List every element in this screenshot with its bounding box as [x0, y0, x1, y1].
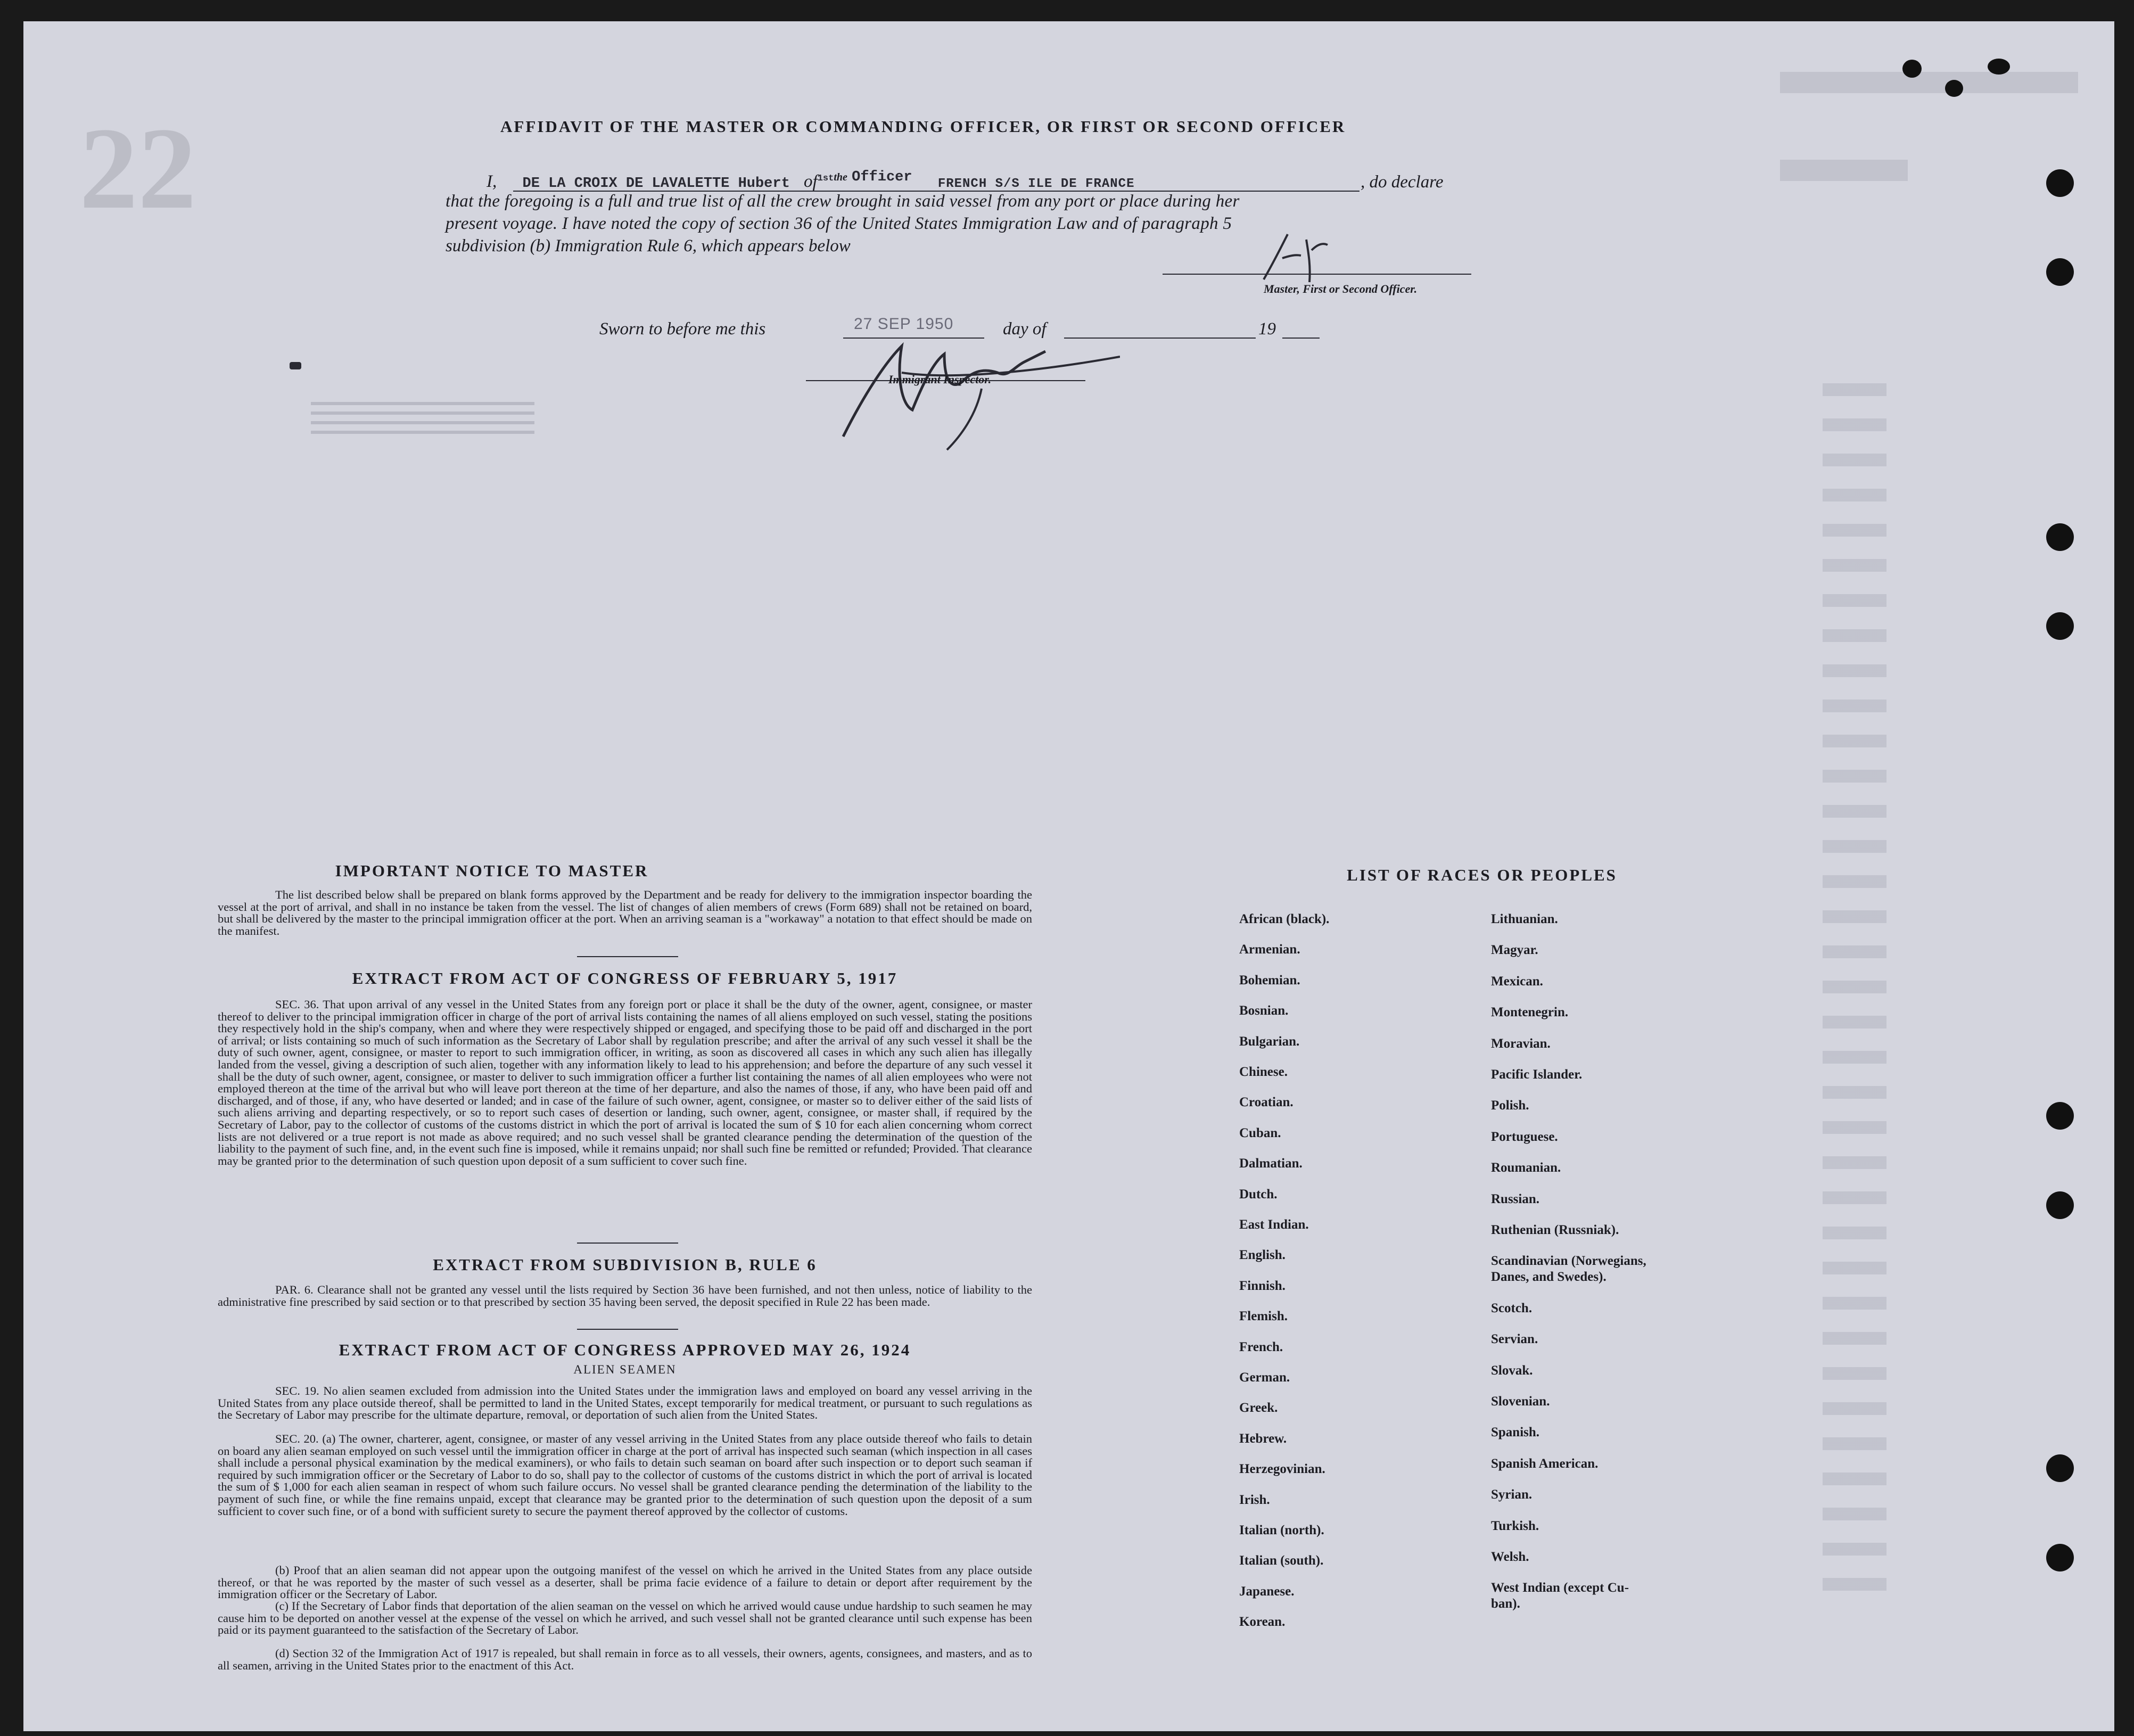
master-signature [1258, 229, 1333, 287]
year-line [1282, 338, 1320, 339]
divider [577, 1329, 678, 1330]
race-item: German. [1239, 1370, 1290, 1385]
manifest-page [23, 21, 2114, 1731]
sec-19-body: SEC. 19. No alien seamen excluded from admission into the United States under the immigration laws and employed on board any vessel arriving in the United States from any place outside thereof, shall be permitted to land in the United States, except temporarily for medical treatment, or pursuant to such regulations as the Secretary of Labor may prescribe for the ultimate departure, removal, or deportation of such alien from the United States. [218, 1384, 1032, 1422]
punch-hole [2046, 258, 2074, 286]
race-item: Italian (south). [1239, 1553, 1324, 1568]
race-item: Welsh. [1491, 1550, 1529, 1564]
important-notice-title: IMPORTANT NOTICE TO MASTER [335, 861, 649, 880]
race-item: Ruthenian (Russniak). [1491, 1223, 1619, 1237]
divider [577, 1243, 678, 1244]
race-item: African (black). [1239, 912, 1330, 926]
race-item: Finnish. [1239, 1279, 1286, 1293]
master-signature-line [1163, 274, 1471, 275]
sec-20b-body: (b) Proof that an alien seaman did not appear upon the outgoing manifest of the vessel on which he arrived in the United States from any place outside thereof, or that he was reported by the master of such vessel as a deserter, shall be prima facie evidence of a failure to detain or deport after requirement by the immigration officer or the Secretary of Labor. [218, 1564, 1032, 1601]
punch-hole [2046, 169, 2074, 197]
race-item: Lithuanian. [1491, 912, 1558, 926]
ink-blot [1945, 80, 1963, 97]
affidavit-line-1 [487, 169, 1134, 192]
sec-20d-body: (d) Section 32 of the Immigration Act of 1917 is repealed, but shall remain in force as to all vessels, their owners, agents, consignees, and masters, and as to all seamen, arriving in the United States prior to the enactment of this Act. [218, 1647, 1032, 1672]
officer-title: Officer [852, 169, 912, 185]
race-item: Spanish American. [1491, 1457, 1599, 1471]
race-item: West Indian (except Cu- ban). [1491, 1581, 1629, 1611]
extract-1924-title: EXTRACT FROM ACT OF CONGRESS APPROVED MAY 26, 1924 [339, 1340, 911, 1359]
race-item: Polish. [1491, 1098, 1529, 1113]
race-item: Slovenian. [1491, 1394, 1550, 1409]
bleed-through-column [1823, 383, 1886, 1608]
the-label: the [834, 171, 847, 183]
race-item: Irish. [1239, 1493, 1270, 1507]
ink-blot [1988, 59, 2010, 75]
extract-1917-body: SEC. 36. That upon arrival of any vessel in the United States from any foreign port or place it shall be the duty of the owner, agent, consignee, or master thereof to deliver to the principal immigration officer in charge of the port of arrival lists containing the names of all aliens employed on such vessel, stating the positions they respectively hold in the ship's company, when and where they were respectively shipped or engaged, and specifying those to be paid off and discharged in the port of arrival; or lists containing so much of such information as the Secretary of Labor shall by regulation prescribe; and after the arrival of any such vessel it shall be the duty of such owner, agent, consignee, or master to report to such immigration officer, in writing, as soon as discovered all cases in which any such alien has illegally landed from the vessel, giving a description of such alien, together with any information likely to lead to his apprehension; and before the departure of any such vessel it shall be the duty of such owner, agent, consignee, or master to deliver to such immigration officer a further list containing the names of all alien employees who were not employed thereon at the time of the arrival but who will leave port thereon at the time of her departure, and also the names of those, if any, who have been paid off and discharged, and of those, if any, who have deserted or landed; and in case of the failure of such owner, agent, consignee, or master so to deliver either of the said lists of such aliens arriving and departing respectively, or so to report such cases of desertion or landing, such owner, agent, consignee, or master shall, if required by the Secretary of Labor, pay to the collector of customs of the customs district in which the port of arrival is located the sum of $ 10 for each alien concerning whom correct lists are not delivered or a true report is not made as above required; and no such vessel shall be granted clearance pending the determination of the question of the liability to the payment of such fine, and, in the event such fine is imposed, while it remains unpaid; nor shall such fine be remitted or refunded; Provided. That clearance may be granted prior to the determination of such question upon deposit of a sum sufficient to cover such fine. [218, 998, 1032, 1167]
alien-seamen-subtitle: ALIEN SEAMEN [573, 1363, 677, 1376]
sec-20c-body: (c) If the Secretary of Labor finds that deportation of the alien seaman on the vessel on which he arrived would cause undue hardship to such seamen he may cause him to be deported on another vessel at the expense of the vessel on which he arrived, and such vessel shall not be granted clearance until such expense has been paid or its payment guaranteed to the satisfaction of the Secretary of Labor. [218, 1599, 1032, 1637]
race-item: Turkish. [1491, 1519, 1539, 1533]
punch-hole [2046, 1544, 2074, 1572]
race-item: Moravian. [1491, 1036, 1551, 1051]
punch-hole [2046, 1102, 2074, 1130]
year-prefix: 19 [1258, 319, 1276, 339]
race-item: Korean. [1239, 1615, 1286, 1629]
race-item: Syrian. [1491, 1487, 1532, 1502]
punch-hole [2046, 612, 2074, 640]
race-item: Russian. [1491, 1192, 1540, 1206]
sworn-date-stamp: 27 SEP 1950 [854, 315, 954, 333]
faint-stamp [311, 402, 534, 434]
inspector-signature [822, 330, 1120, 452]
affidavit-line-3: present voyage. I have noted the copy of section 36 of the United States Immigration Law and of paragraph 5 [446, 214, 1232, 233]
race-item: Bosnian. [1239, 1003, 1289, 1018]
bleed-through-header-2 [1780, 160, 1908, 181]
race-item: Cuban. [1239, 1126, 1281, 1140]
master-caption: Master, First or Second Officer. [1264, 282, 1418, 295]
vessel-name: FRENCH S/S ILE DE FRANCE [937, 177, 1135, 191]
race-item: Herzegovinian. [1239, 1462, 1325, 1476]
race-item: East Indian. [1239, 1217, 1309, 1232]
race-item: Scandinavian (Norwegians, Danes, and Swedes). [1491, 1254, 1646, 1284]
sworn-label: Sworn to before me this [599, 319, 766, 339]
race-item: Hebrew. [1239, 1431, 1287, 1446]
race-item: Portuguese. [1491, 1130, 1558, 1144]
race-item: Croatian. [1239, 1095, 1293, 1109]
divider [577, 956, 678, 957]
race-item: Bulgarian. [1239, 1034, 1300, 1049]
race-item: Armenian. [1239, 942, 1300, 957]
race-item: Chinese. [1239, 1065, 1288, 1079]
stray-mark [290, 362, 301, 369]
i-label: I, [487, 172, 497, 191]
ink-blot [1902, 60, 1922, 78]
race-item: English. [1239, 1248, 1286, 1262]
inspector-caption: Immigrant Inspector. [888, 373, 992, 386]
race-item: Slovak. [1491, 1363, 1533, 1378]
race-item: Dutch. [1239, 1187, 1278, 1202]
do-declare-label: , do declare [1361, 172, 1444, 192]
race-item: Pacific Islander. [1491, 1067, 1583, 1082]
race-item: Bohemian. [1239, 973, 1300, 988]
race-item: Roumanian. [1491, 1161, 1561, 1175]
bleed-through-header [1780, 72, 2078, 93]
punch-hole [2046, 1454, 2074, 1482]
race-item: Montenegrin. [1491, 1005, 1569, 1019]
extract-rule6-title: EXTRACT FROM SUBDIVISION B, RULE 6 [433, 1255, 817, 1274]
race-item: Mexican. [1491, 974, 1543, 989]
race-item: Japanese. [1239, 1584, 1295, 1599]
of-label: of [804, 172, 818, 191]
race-item: Spanish. [1491, 1425, 1540, 1439]
rank-superscript: 1st [817, 174, 834, 184]
races-title: LIST OF RACES OR PEOPLES [1347, 866, 1617, 884]
extract-1917-title: EXTRACT FROM ACT OF CONGRESS OF FEBRUARY 5, 1917 [352, 969, 898, 988]
extract-rule6-body: PAR. 6. Clearance shall not be granted any vessel until the lists required by Section 36 have been furnished, and not then unless, notice of liability to the administrative fine prescribed by said section or to that prescribed by section 35 having been served, the deposit specified in Rule 22 has been made. [218, 1283, 1032, 1309]
master-name: DE LA CROIX DE LAVALETTE Hubert [522, 176, 790, 192]
important-notice-body: The list described below shall be prepared on blank forms approved by the Department and be ready for delivery to the immigration inspector boarding the vessel at the port of arrival, and shall in no instance be taken from the vessel. The list of changes of alien members of crews (Form 689) shall not be retained on board, but shall be delivered by the master to the principal immigration officer at the port. When an arriving seaman is a "workaway" a notation to that effect should be made on the manifest. [218, 888, 1032, 937]
bleed-through-number: 22 [79, 103, 196, 233]
day-of-label: day of [1003, 319, 1047, 339]
race-item: Italian (north). [1239, 1523, 1324, 1537]
race-item: Greek. [1239, 1401, 1278, 1415]
affidavit-title: AFFIDAVIT OF THE MASTER OR COMMANDING OFFICER, OR FIRST OR SECOND OFFICER [500, 117, 1346, 136]
race-item: Dalmatian. [1239, 1156, 1303, 1171]
affidavit-line-2: that the foregoing is a full and true list of all the crew brought in said vessel from any port or place during her [446, 192, 1240, 211]
race-item: Servian. [1491, 1332, 1538, 1346]
punch-hole [2046, 523, 2074, 551]
race-item: Scotch. [1491, 1301, 1532, 1315]
sec-20a-body: SEC. 20. (a) The owner, charterer, agent, consignee, or master of any vessel arriving in the United States from any place outside thereof who fails to detain on board any alien seaman employed on such vessel until the immigration officer in charge at the port of arrival has inspected such seaman (which inspection in all cases shall include a personal physical examination by the medical examiners), or who fails to detain such seaman on board after such inspection or to deport such seaman if required by such immigration officer or the Secretary of Labor to do so, shall pay to the collector of customs of the customs district in which the port of arrival is located the sum of $ 1,000 for each alien seaman in respect of whom such failure occurs. No vessel shall be granted clearance pending the determination of the liability to the payment of such fine, or while the fine remains unpaid, except that clearance may be granted prior to the determination of such question upon the deposit of a sum sufficient to cover such fine, or of a bond with sufficient surety to secure the payment thereof approved by the collector of customs. [218, 1432, 1032, 1518]
punch-hole [2046, 1191, 2074, 1219]
race-item: Flemish. [1239, 1309, 1288, 1323]
race-item: French. [1239, 1340, 1283, 1354]
affidavit-line-4: subdivision (b) Immigration Rule 6, which appears below [446, 236, 851, 256]
race-item: Magyar. [1491, 943, 1538, 957]
